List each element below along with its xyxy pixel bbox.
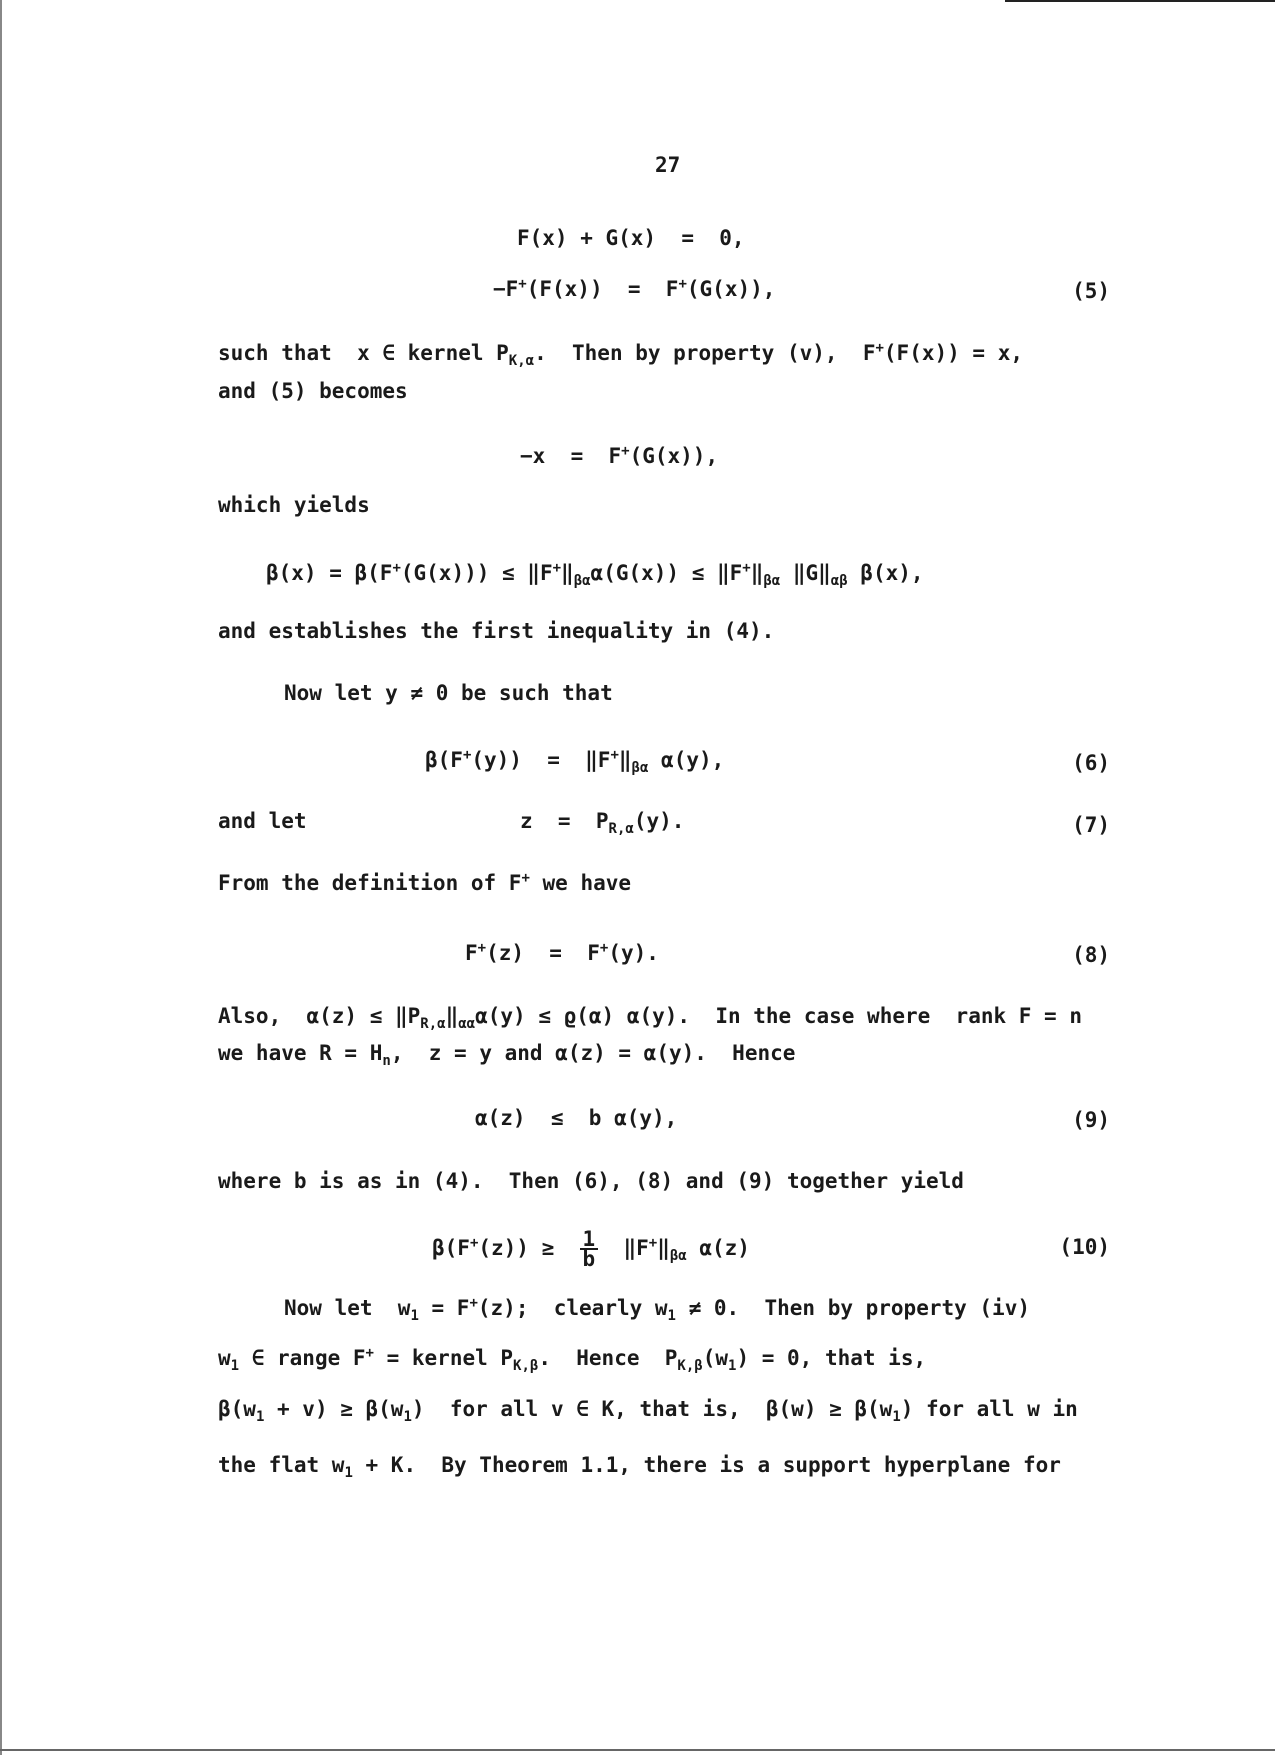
paragraph-now-let-w1-line-4: the flat $w_1 + K$. By Theorem 1.1, there is a support hyperplane for <box>218 1453 1061 1482</box>
equation-minus-x: −x = F+(G(x)), <box>520 443 719 468</box>
left-border-line <box>0 0 2 1755</box>
equation-9-number: (9) <box>1072 1108 1110 1132</box>
paragraph-also-line-1: Also, $\alpha(z) \le ‖P_{R,\alpha}‖_{\alpha\alpha}\alpha(y) \le ϱ(\alpha)$ α(y). In the case where rank F = n <box>218 1004 1082 1033</box>
paragraph-such-that: such that x ∈ kernel $P_{K,\alpha}$. Then by property (v), F+(F(x)) = x, <box>218 340 1023 370</box>
paragraph-which-yields: which yields <box>218 493 370 517</box>
paragraph-now-let-y: Now let y ≠ 0 be such that <box>284 681 613 705</box>
equation-10-number: (10) <box>1059 1235 1110 1259</box>
equation-7: $z = P_{R,\alpha}(y)$. <box>520 809 685 838</box>
paragraph-now-let-w1-line-1: Now let $w_1 = F^+(z)$; clearly $w_1 \ne 0$. Then by property (iv) <box>284 1295 1030 1325</box>
paragraph-now-let-w1-line-2: $w_1$ ∈ range F+ = kernel $P_{K,\beta}$. Hence $P_{K,\beta}(w_1) = 0$, that is, <box>218 1345 927 1375</box>
equation-7-label: and let <box>218 809 307 833</box>
equation-6: $\beta(F^+(y)) = ‖F^+‖_{\beta\alpha}$ α(y), <box>425 747 725 777</box>
paragraph-now-let-w1-line-3: $\beta(w_1 + v) \ge \beta(w_1)$ for all v ∈ K, that is, $\beta(w) \ge \beta(w_1)$ for all w in <box>218 1397 1078 1426</box>
equation-6-number: (6) <box>1072 751 1110 775</box>
equation-5-line-1: F(x) + G(x) = 0, <box>517 226 745 250</box>
paragraph-also-line-2: we have $R = H_n$, z = y and α(z) = α(y). Hence <box>218 1041 796 1070</box>
equation-5-line-2: −F+(F(x)) = F+(G(x)), <box>493 276 776 301</box>
bottom-border-line <box>0 1749 1275 1751</box>
paragraph-first-inequality: and establishes the first inequality in (4). <box>218 619 775 643</box>
paragraph-and-5-becomes: and (5) becomes <box>218 379 408 403</box>
equation-8: F+(z) = F+(y). <box>465 940 659 965</box>
equation-7-number: (7) <box>1072 813 1110 837</box>
equation-5-number: (5) <box>1072 279 1110 303</box>
equation-beta-inequality: $\beta(x) = \beta(F^+(G(x))) \le ‖F^+‖_{\beta\alpha}\alpha(G(x))$ ≤ $‖F^+‖_{\beta\alpha}$ $‖G‖_{\alpha\beta}$ β(x), <box>266 560 924 590</box>
equation-9: α(z) ≤ b α(y), <box>475 1106 678 1130</box>
top-border-line <box>1005 0 1275 2</box>
equation-10: β(F+(z)) ≥ $\frac{1}{b}$ $‖F^+‖_{\beta\alpha}$ α(z) <box>432 1227 750 1271</box>
page-number: 27 <box>655 153 681 177</box>
paragraph-where-b: where b is as in (4). Then (6), (8) and (9) together yield <box>218 1169 964 1193</box>
equation-8-number: (8) <box>1072 943 1110 967</box>
paragraph-definition-f-plus: From the definition of F+ we have <box>218 870 632 895</box>
